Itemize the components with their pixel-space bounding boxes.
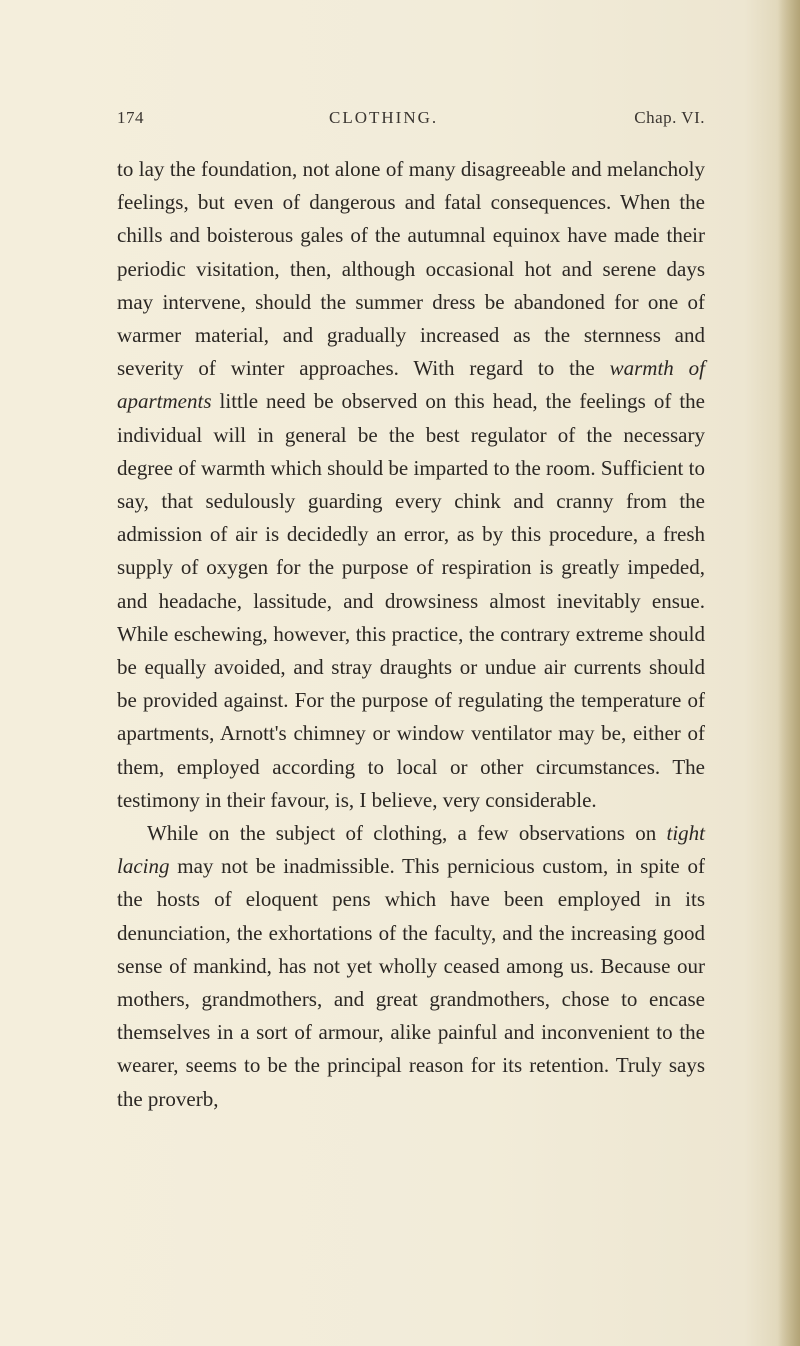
body-text bbox=[117, 153, 705, 1116]
running-header bbox=[117, 108, 705, 138]
chapter-label: Chap. VI. bbox=[634, 108, 705, 127]
paragraph-tight-lacing bbox=[117, 817, 705, 1116]
paragraph-warmth-text-1: to lay the foundation, not alone of many disagreeable and melancholy feelings, but even of dangerous and fatal consequences. When the chills and boisterous gales of the autumnal equinox have made their periodic visitation, then, although occasional hot and serene days may intervene, should the summer dress be abandoned for one of warmer material, and gradually increased as the sternness and severity of winter approaches. With regard to the bbox=[117, 157, 705, 381]
paragraph-warmth bbox=[117, 153, 705, 817]
paragraph-warmth-text-2: little need be observed on this head, the feelings of the individual will in general be the best regulator of the necessary degree of warmth which should be imparted to the room. Sufficient to say, that sedulously guarding every chink and cranny from the admission of air is decidedly an error, as by this procedure, a fresh supply of oxygen for the purpose of respiration is greatly impeded, and headache, lassitude, and drowsiness almost inevitably ensue. While eschewing, however, this practice, the contrary extreme should be equally avoided, and stray draughts or undue air currents should be provided against. For the purpose of regulating the temperature of apartments, Arnott's chimney or window ventilator may be, either of them, employed according to local or other circumstances. The testimony in their favour, is, I believe, very considerable. bbox=[117, 389, 705, 812]
italic-phrase-tight-lacing: tight lacing bbox=[117, 821, 705, 879]
page-edge-shadow bbox=[778, 0, 800, 1346]
paragraph-tight-lacing-text-1: While on the subject of clothing, a few observations on bbox=[147, 821, 667, 846]
paragraph-tight-lacing-text-2: may not be inadmissible. This pernicious custom, in spite of the hosts of eloquent pens which have been employed in its denunciation, the exhortations of the faculty, and the increasing good sense of mankind, has not yet wholly ceased among us. Because our mothers, grandmothers, and great grandmothers, chose to encase themselves in a sort of armour, alike painful and inconvenient to the wearer, seems to be the principal reason for its retention. Truly says the proverb, bbox=[117, 854, 705, 1111]
running-title: CLOTHING. bbox=[329, 108, 439, 127]
italic-phrase-warmth-of-apartments: warmth of apartments bbox=[117, 356, 705, 414]
page-number: 174 bbox=[117, 108, 144, 127]
